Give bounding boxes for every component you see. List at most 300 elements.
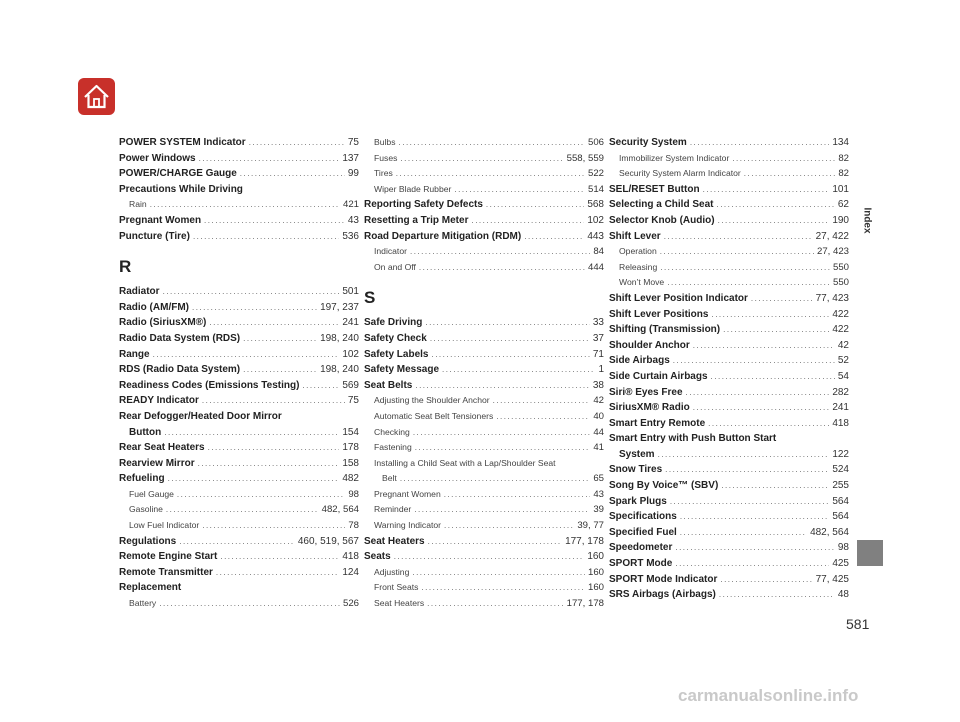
entry-page-ref[interactable]: 137 — [342, 152, 359, 164]
dot-leader — [693, 400, 830, 416]
index-entry[interactable] — [364, 378, 604, 394]
dot-leader — [199, 151, 340, 167]
dot-leader — [164, 425, 339, 441]
index-entry[interactable] — [609, 494, 849, 510]
entry-term: Low Fuel Indicator — [129, 520, 200, 531]
index-entry[interactable] — [119, 213, 359, 229]
index-subentry[interactable] — [119, 487, 359, 503]
entry-term: Indicator — [374, 246, 407, 257]
dot-leader — [471, 213, 584, 229]
entry-term: Rear Defogger/Heated Door Mirror — [119, 410, 282, 422]
index-entry[interactable] — [119, 471, 359, 487]
entry-term: Speedometer — [609, 542, 673, 554]
entry-term: Releasing — [619, 261, 658, 272]
entry-page-ref[interactable]: 52 — [837, 355, 849, 367]
dot-leader — [153, 347, 340, 363]
index-entry[interactable] — [609, 478, 849, 494]
dot-leader — [720, 572, 812, 588]
index-entry[interactable] — [609, 509, 849, 525]
entry-term: Seat Heaters — [364, 535, 425, 547]
entry-page-ref[interactable]: 1 — [598, 364, 604, 376]
index-entry[interactable] — [119, 284, 359, 300]
dot-leader — [216, 565, 339, 581]
entry-page-ref[interactable]: 418 — [832, 417, 849, 429]
entry-page-ref[interactable]: 501 — [342, 286, 359, 298]
entry-page-ref[interactable]: 43 — [347, 214, 359, 226]
dot-leader — [716, 197, 834, 213]
entry-page-ref[interactable]: 190 — [832, 214, 849, 226]
dot-leader — [400, 151, 563, 167]
index-entry[interactable] — [609, 197, 849, 213]
index-subentry[interactable] — [364, 456, 604, 472]
dot-leader — [444, 487, 591, 503]
dot-leader — [302, 378, 339, 394]
index-entry[interactable] — [119, 182, 359, 198]
dot-leader — [711, 369, 835, 385]
dot-leader — [202, 393, 345, 409]
index-entry[interactable] — [609, 540, 849, 556]
entry-page-ref[interactable]: 122 — [832, 448, 849, 460]
index-entry[interactable] — [609, 135, 849, 151]
entry-page-ref[interactable]: 134 — [832, 137, 849, 148]
dot-leader — [667, 275, 830, 291]
entry-page-ref[interactable]: 160 — [587, 566, 604, 578]
entry-term: Seat Heaters — [374, 598, 425, 609]
entry-page-ref[interactable]: 124 — [342, 566, 359, 578]
dot-leader — [693, 338, 835, 354]
index-entry[interactable] — [119, 393, 359, 409]
entry-term: Rear Seat Heaters — [119, 442, 205, 454]
index-entry[interactable] — [609, 213, 849, 229]
entry-term: Pregnant Women — [374, 488, 441, 499]
index-entry[interactable] — [119, 425, 359, 441]
entry-term: Replacement — [119, 582, 182, 594]
dot-leader — [427, 596, 563, 612]
entry-page-ref[interactable]: 514 — [587, 183, 604, 195]
dot-leader — [711, 307, 829, 323]
entry-term: SPORT Mode — [609, 558, 673, 570]
index-entry[interactable] — [364, 347, 604, 363]
index-subentry[interactable] — [364, 260, 604, 276]
index-subentry[interactable] — [609, 275, 849, 291]
entry-page-ref[interactable]: 564 — [832, 511, 849, 523]
dot-leader — [419, 260, 585, 276]
index-entry[interactable] — [609, 416, 849, 432]
entry-page-ref[interactable]: 526 — [342, 598, 359, 610]
index-subentry[interactable] — [609, 166, 849, 182]
index-subentry[interactable] — [119, 197, 359, 213]
entry-page-ref[interactable]: 177, 178 — [565, 535, 604, 547]
entry-term: Remote Engine Start — [119, 551, 218, 563]
entry-page-ref[interactable]: 241 — [342, 317, 359, 329]
dot-leader — [243, 362, 317, 378]
index-entry[interactable] — [609, 462, 849, 478]
entry-term: Gasoline — [129, 504, 163, 515]
index-entry[interactable] — [119, 135, 359, 151]
entry-term: RDS (Radio Data System) — [119, 364, 241, 376]
entry-page-ref[interactable]: 198, 240 — [320, 332, 359, 344]
dot-leader — [664, 229, 813, 245]
dot-leader — [675, 540, 835, 556]
entry-page-ref[interactable]: 177, 178 — [566, 598, 604, 610]
entry-page-ref[interactable]: 550 — [832, 277, 849, 289]
entry-page-ref[interactable]: 43 — [593, 488, 604, 500]
index-entry[interactable] — [119, 331, 359, 347]
entry-term: POWER SYSTEM Indicator — [119, 137, 246, 148]
entry-term: Adjusting — [374, 566, 410, 577]
dot-leader — [444, 518, 574, 534]
entry-page-ref[interactable]: 82 — [838, 168, 849, 180]
dot-leader — [744, 166, 836, 182]
entry-page-ref[interactable]: 422 — [832, 308, 849, 320]
index-entry[interactable] — [609, 307, 849, 323]
entry-page-ref[interactable]: 482, 564 — [321, 504, 359, 516]
entry-page-ref[interactable]: 27, 422 — [815, 230, 849, 242]
index-entry[interactable] — [609, 229, 849, 245]
entry-page-ref[interactable]: 425 — [832, 558, 849, 570]
entry-term: POWER/CHARGE Gauge — [119, 168, 237, 180]
entry-term: Song By Voice™ (SBV) — [609, 480, 719, 492]
index-entry[interactable] — [119, 378, 359, 394]
entry-page-ref[interactable]: 77, 425 — [815, 573, 849, 585]
dot-leader — [493, 393, 591, 409]
entry-term: Smart Entry Remote — [609, 417, 706, 429]
entry-term: Shift Lever — [609, 230, 661, 242]
dot-leader — [410, 244, 590, 260]
dot-leader — [431, 347, 589, 363]
entry-page-ref[interactable]: 71 — [592, 348, 604, 360]
index-subentry[interactable] — [364, 487, 604, 503]
dot-leader — [220, 549, 339, 565]
entry-page-ref[interactable]: 99 — [347, 168, 359, 180]
index-subentry[interactable] — [609, 244, 849, 260]
entry-term: Adjusting the Shoulder Anchor — [374, 395, 490, 406]
home-button[interactable] — [78, 78, 115, 115]
entry-page-ref[interactable]: 84 — [593, 246, 604, 258]
entry-term: Front Seats — [374, 582, 419, 593]
entry-term: Side Curtain Airbags — [609, 370, 708, 382]
index-entry[interactable] — [609, 369, 849, 385]
index-entry[interactable] — [609, 431, 849, 447]
dot-leader — [209, 315, 339, 331]
index-subentry[interactable] — [119, 596, 359, 612]
entry-term: READY Indicator — [119, 395, 199, 407]
dot-leader — [394, 549, 585, 565]
entry-page-ref[interactable]: 102 — [342, 348, 359, 360]
entry-page-ref[interactable]: 102 — [587, 214, 604, 226]
entry-term: Snow Tires — [609, 464, 663, 476]
index-column-1 — [119, 135, 359, 612]
index-subentry[interactable] — [364, 518, 604, 534]
entry-term: Bulbs — [374, 137, 396, 147]
entry-page-ref[interactable]: 198, 240 — [320, 364, 359, 376]
entry-term: Won’t Move — [619, 277, 665, 288]
entry-term: SEL/RESET Button — [609, 183, 700, 195]
index-subentry[interactable] — [364, 135, 604, 151]
entry-page-ref[interactable]: 482, 564 — [810, 526, 849, 538]
dot-leader — [708, 416, 829, 432]
dot-leader — [243, 331, 317, 347]
dot-leader — [442, 362, 595, 378]
page-number: 581 — [846, 616, 870, 632]
dot-leader — [166, 502, 319, 518]
dot-leader — [159, 596, 340, 612]
entry-page-ref[interactable]: 241 — [832, 402, 849, 414]
index-entry[interactable] — [119, 166, 359, 182]
entry-term: Battery — [129, 598, 157, 609]
entry-term: Reminder — [374, 504, 412, 515]
entry-page-ref[interactable]: 178 — [342, 442, 359, 454]
entry-page-ref[interactable]: 160 — [587, 582, 604, 594]
entry-term: Shift Lever Positions — [609, 308, 709, 320]
entry-term: Tires — [374, 168, 393, 179]
dot-leader — [721, 478, 829, 494]
entry-term: Safety Check — [364, 332, 427, 344]
entry-term: Shift Lever Position Indicator — [609, 292, 748, 304]
entry-term: Immobilizer System Indicator — [619, 152, 730, 163]
dot-leader — [400, 471, 591, 487]
entry-page-ref[interactable]: 39 — [593, 504, 604, 516]
index-entry[interactable] — [364, 213, 604, 229]
entry-page-ref[interactable]: 443 — [587, 230, 604, 242]
entry-page-ref[interactable]: 37 — [592, 332, 604, 344]
entry-term: Radio (AM/FM) — [119, 301, 189, 313]
entry-page-ref[interactable]: 536 — [342, 230, 359, 242]
entry-page-ref[interactable]: 38 — [592, 379, 604, 391]
index-entry[interactable] — [119, 440, 359, 456]
entry-term: Spark Plugs — [609, 495, 667, 507]
index-entry[interactable] — [119, 347, 359, 363]
entry-page-ref[interactable]: 62 — [837, 199, 849, 211]
index-entry[interactable] — [119, 565, 359, 581]
dot-leader — [421, 580, 585, 596]
dot-leader — [732, 151, 835, 167]
entry-page-ref[interactable]: 42 — [837, 339, 849, 351]
dot-leader — [486, 197, 584, 213]
index-entry[interactable] — [609, 322, 849, 338]
index-subentry[interactable] — [119, 518, 359, 534]
dot-leader — [202, 518, 345, 534]
index-subentry[interactable] — [609, 151, 849, 167]
index-side-tab[interactable] — [857, 175, 877, 265]
index-entry[interactable] — [364, 315, 604, 331]
index-entry[interactable] — [119, 549, 359, 565]
entry-term: Reporting Safety Defects — [364, 199, 483, 211]
index-subentry[interactable] — [364, 425, 604, 441]
dot-leader — [428, 534, 562, 550]
entry-page-ref[interactable]: 282 — [832, 386, 849, 398]
index-subentry[interactable] — [609, 260, 849, 276]
index-entry[interactable] — [364, 331, 604, 347]
index-subentry[interactable] — [364, 244, 604, 260]
index-entry[interactable] — [609, 525, 849, 541]
entry-term: Security System Alarm Indicator — [619, 168, 741, 179]
index-entry[interactable] — [364, 549, 604, 565]
entry-page-ref[interactable]: 33 — [592, 317, 604, 329]
entry-page-ref[interactable]: 27, 423 — [816, 246, 849, 258]
index-entry[interactable] — [609, 572, 849, 588]
entry-page-ref[interactable]: 422 — [832, 324, 849, 336]
index-subentry[interactable] — [364, 580, 604, 596]
entry-term: Precautions While Driving — [119, 183, 243, 195]
index-entry[interactable] — [609, 400, 849, 416]
index-subentry[interactable] — [364, 596, 604, 612]
index-subentry[interactable] — [364, 166, 604, 182]
entry-term: Safe Driving — [364, 317, 423, 329]
entry-page-ref[interactable]: 98 — [837, 542, 849, 554]
entry-term: SPORT Mode Indicator — [609, 573, 718, 585]
entry-page-ref[interactable]: 39, 77 — [577, 520, 604, 532]
index-entry[interactable] — [119, 409, 359, 425]
watermark: carmanualsonline.info — [678, 686, 859, 705]
entry-page-ref[interactable]: 42 — [593, 395, 604, 407]
index-entry[interactable] — [364, 197, 604, 213]
entry-term: Siri® Eyes Free — [609, 386, 683, 398]
index-entry[interactable] — [119, 300, 359, 316]
entry-term: Regulations — [119, 535, 177, 547]
entry-term: Pregnant Women — [119, 214, 202, 226]
index-entry[interactable] — [609, 182, 849, 198]
index-entry[interactable] — [609, 353, 849, 369]
entry-term: Seat Belts — [364, 379, 413, 391]
dot-leader — [524, 229, 584, 245]
entry-term: SRS Airbags (Airbags) — [609, 589, 716, 601]
dot-leader — [204, 213, 345, 229]
entry-page-ref[interactable]: 78 — [348, 520, 359, 532]
index-entry[interactable] — [609, 587, 849, 603]
entry-term: Checking — [374, 426, 410, 437]
dot-leader — [719, 587, 835, 603]
index-entry[interactable] — [609, 556, 849, 572]
entry-page-ref[interactable]: 40 — [593, 410, 604, 422]
entry-term: Resetting a Trip Meter — [364, 214, 469, 226]
index-subentry[interactable] — [364, 393, 604, 409]
entry-page-ref[interactable]: 460, 519, 567 — [297, 535, 359, 547]
dot-leader — [673, 353, 835, 369]
dot-leader — [240, 166, 345, 182]
index-subentry[interactable] — [364, 182, 604, 198]
index-entry[interactable] — [119, 456, 359, 472]
dot-leader — [412, 565, 585, 581]
dot-leader — [163, 284, 340, 300]
entry-term: Side Airbags — [609, 355, 670, 367]
dot-leader — [208, 440, 340, 456]
entry-page-ref[interactable]: 444 — [587, 261, 604, 273]
entry-page-ref[interactable]: 421 — [342, 199, 359, 211]
index-entry[interactable] — [119, 534, 359, 550]
entry-page-ref[interactable]: 65 — [593, 473, 604, 485]
entry-page-ref[interactable]: 75 — [347, 137, 359, 148]
dot-leader — [425, 315, 590, 331]
entry-term: Belt — [382, 473, 397, 484]
index-entry[interactable] — [364, 362, 604, 378]
entry-page-ref[interactable]: 197, 237 — [320, 301, 359, 313]
entry-term: Safety Message — [364, 364, 440, 376]
section-letter: S — [364, 288, 376, 308]
index-entry[interactable] — [609, 338, 849, 354]
entry-term: Range — [119, 348, 150, 360]
dot-leader — [680, 525, 807, 541]
entry-page-ref[interactable]: 77, 423 — [815, 292, 849, 304]
index-tab-label: Index — [861, 206, 873, 234]
entry-term: Fuses — [374, 152, 398, 163]
dot-leader — [660, 260, 830, 276]
index-entry[interactable] — [364, 534, 604, 550]
dot-leader — [249, 135, 345, 151]
entry-term: System — [619, 448, 655, 460]
entry-page-ref[interactable]: 158 — [342, 457, 359, 469]
index-subentry[interactable] — [364, 471, 604, 487]
entry-page-ref[interactable]: 568 — [587, 199, 604, 211]
entry-term: Radio (SiriusXM®) — [119, 317, 207, 329]
section-letter: R — [119, 257, 132, 277]
entry-term: Specifications — [609, 511, 677, 523]
entry-page-ref[interactable]: 54 — [837, 370, 849, 382]
entry-page-ref[interactable]: 506 — [587, 137, 604, 148]
entry-page-ref[interactable]: 41 — [593, 442, 604, 454]
entry-page-ref[interactable]: 558, 559 — [566, 152, 604, 164]
entry-page-ref[interactable]: 98 — [348, 488, 359, 500]
dot-leader — [399, 135, 585, 151]
entry-term: Readiness Codes (Emissions Testing) — [119, 379, 300, 391]
dot-leader — [690, 135, 829, 151]
entry-page-ref[interactable]: 569 — [342, 379, 359, 391]
dot-leader — [193, 229, 339, 245]
index-entry[interactable] — [119, 151, 359, 167]
index-subentry[interactable] — [364, 502, 604, 518]
dot-leader — [665, 462, 829, 478]
index-entry[interactable] — [364, 229, 604, 245]
entry-page-ref[interactable]: 101 — [832, 183, 849, 195]
index-subentry[interactable] — [119, 502, 359, 518]
entry-page-ref[interactable]: 482 — [342, 473, 359, 485]
index-entry[interactable] — [119, 580, 359, 596]
entry-page-ref[interactable]: 48 — [837, 589, 849, 601]
entry-term: Selecting a Child Seat — [609, 199, 714, 211]
index-entry[interactable] — [119, 362, 359, 378]
dot-leader — [177, 487, 345, 503]
entry-page-ref[interactable]: 255 — [832, 480, 849, 492]
entry-page-ref[interactable]: 564 — [832, 495, 849, 507]
entry-page-ref[interactable]: 522 — [587, 168, 604, 180]
dot-leader — [396, 166, 585, 182]
entry-term: SiriusXM® Radio — [609, 402, 690, 414]
entry-page-ref[interactable]: 82 — [838, 152, 849, 164]
entry-page-ref[interactable]: 44 — [593, 426, 604, 438]
index-entry[interactable] — [119, 315, 359, 331]
entry-term: Fastening — [374, 442, 412, 453]
index-column-2 — [364, 135, 604, 612]
index-entry[interactable] — [119, 229, 359, 245]
dot-leader — [723, 322, 829, 338]
home-icon — [83, 84, 110, 109]
index-entry[interactable] — [609, 385, 849, 401]
index-subentry[interactable] — [364, 565, 604, 581]
entry-page-ref[interactable]: 550 — [832, 261, 849, 273]
dot-leader — [675, 556, 829, 572]
index-subentry[interactable] — [364, 151, 604, 167]
index-entry[interactable] — [609, 447, 849, 463]
entry-page-ref[interactable]: 524 — [832, 464, 849, 476]
entry-page-ref[interactable]: 418 — [342, 551, 359, 563]
entry-page-ref[interactable]: 154 — [342, 426, 359, 438]
index-subentry[interactable] — [364, 409, 604, 425]
index-entry[interactable] — [609, 291, 849, 307]
entry-term: Safety Labels — [364, 348, 429, 360]
entry-page-ref[interactable]: 160 — [587, 551, 604, 563]
index-subentry[interactable] — [364, 440, 604, 456]
entry-page-ref[interactable]: 75 — [347, 395, 359, 407]
